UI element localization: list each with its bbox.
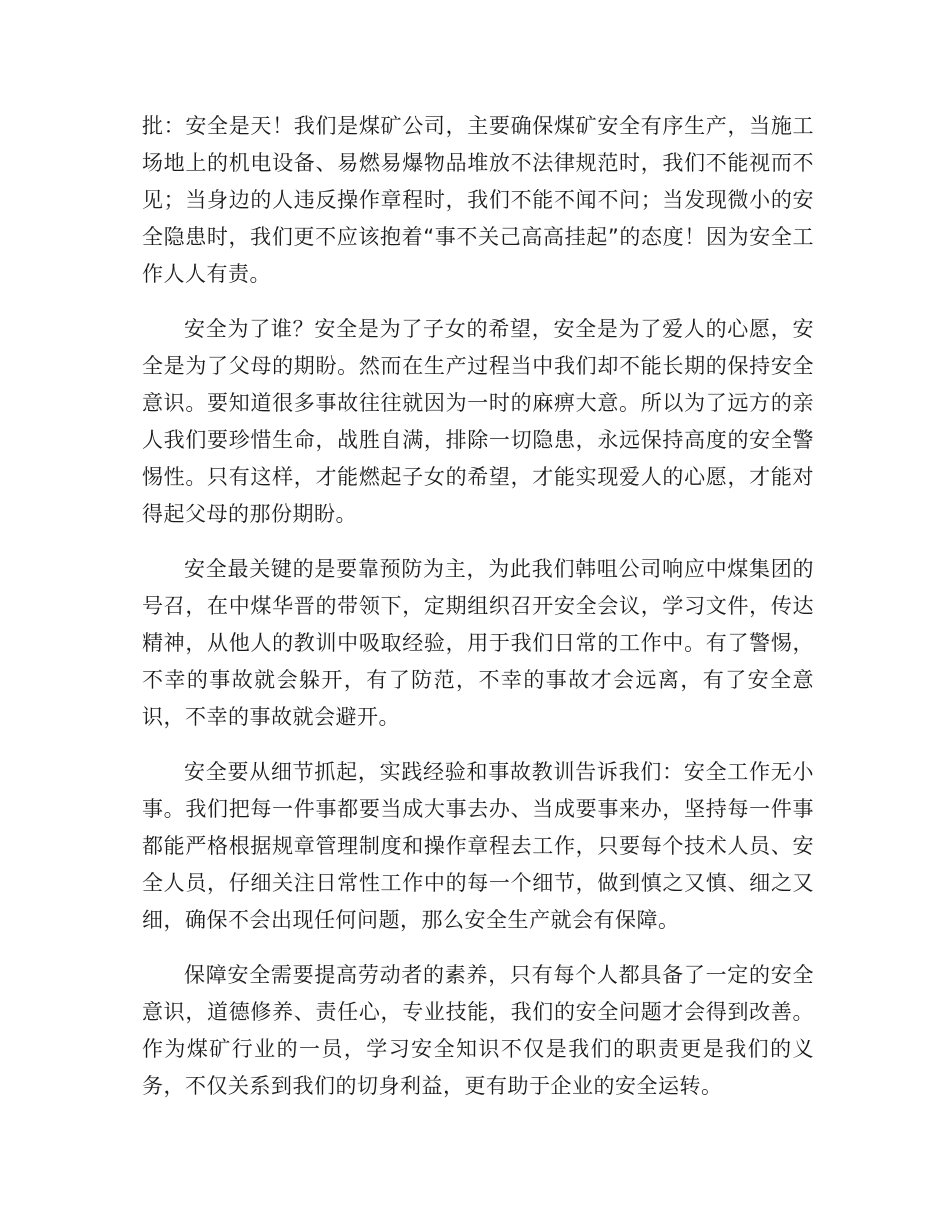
paragraph-2: 安全为了谁？安全是为了子女的希望，安全是为了爱人的心愿，安全是为了父母的期盼。然而在生产过程当中我们却不能长期的保持安全意识。要知道很多事故往往就因为一时的麻痹大意。所以为了远方的亲人我们要珍惜生命，战胜自满，排除一切隐患，永远保持高度的安全警惕性。只有这样，才能燃起子女的希望，才能实现爱人的心愿，才能对得起父母的那份期盼。: [142, 317, 814, 526]
document-body: [142, 108, 814, 1123]
paragraph-5: 保障安全需要提高劳动者的素养，只有每个人都具备了一定的安全意识，道德修养、责任心，专业技能，我们的安全问题才会得到改善。作为煤矿行业的一员，学习安全知识不仅是我们的职责更是我们的义务，不仅关系到我们的切身利益，更有助于企业的安全运转。: [142, 963, 814, 1098]
paragraph-4: 安全要从细节抓起，实践经验和事故教训告诉我们：安全工作无小事。我们把每一件事都要当成大事去办、当成要事来办，坚持每一件事都能严格根据规章管理制度和操作章程去工作，只要每个技术人员、安全人员，仔细关注日常性工作中的每一个细节，做到慎之又慎、细之又细，确保不会出现任何问题，那么安全生产就会有保障。: [142, 760, 814, 932]
paragraph-3: 安全最关键的是要靠预防为主，为此我们韩咀公司响应中煤集团的号召，在中煤华晋的带领下，定期组织召开安全会议，学习文件，传达精神，从他人的教训中吸取经验，用于我们日常的工作中。有了警惕，不幸的事故就会躲开，有了防范，不幸的事故才会远离，有了安全意识，不幸的事故就会避开。: [142, 557, 814, 729]
paragraph-1: 批：安全是天！我们是煤矿公司，主要确保煤矿安全有序生产，当施工场地上的机电设备、易燃易爆物品堆放不法律规范时，我们不能视而不见；当身边的人违反操作章程时，我们不能不闻不问；当发现微小的安全隐患时，我们更不应该抱着“事不关己高高挂起”的态度！因为安全工作人人有责。: [142, 114, 814, 286]
